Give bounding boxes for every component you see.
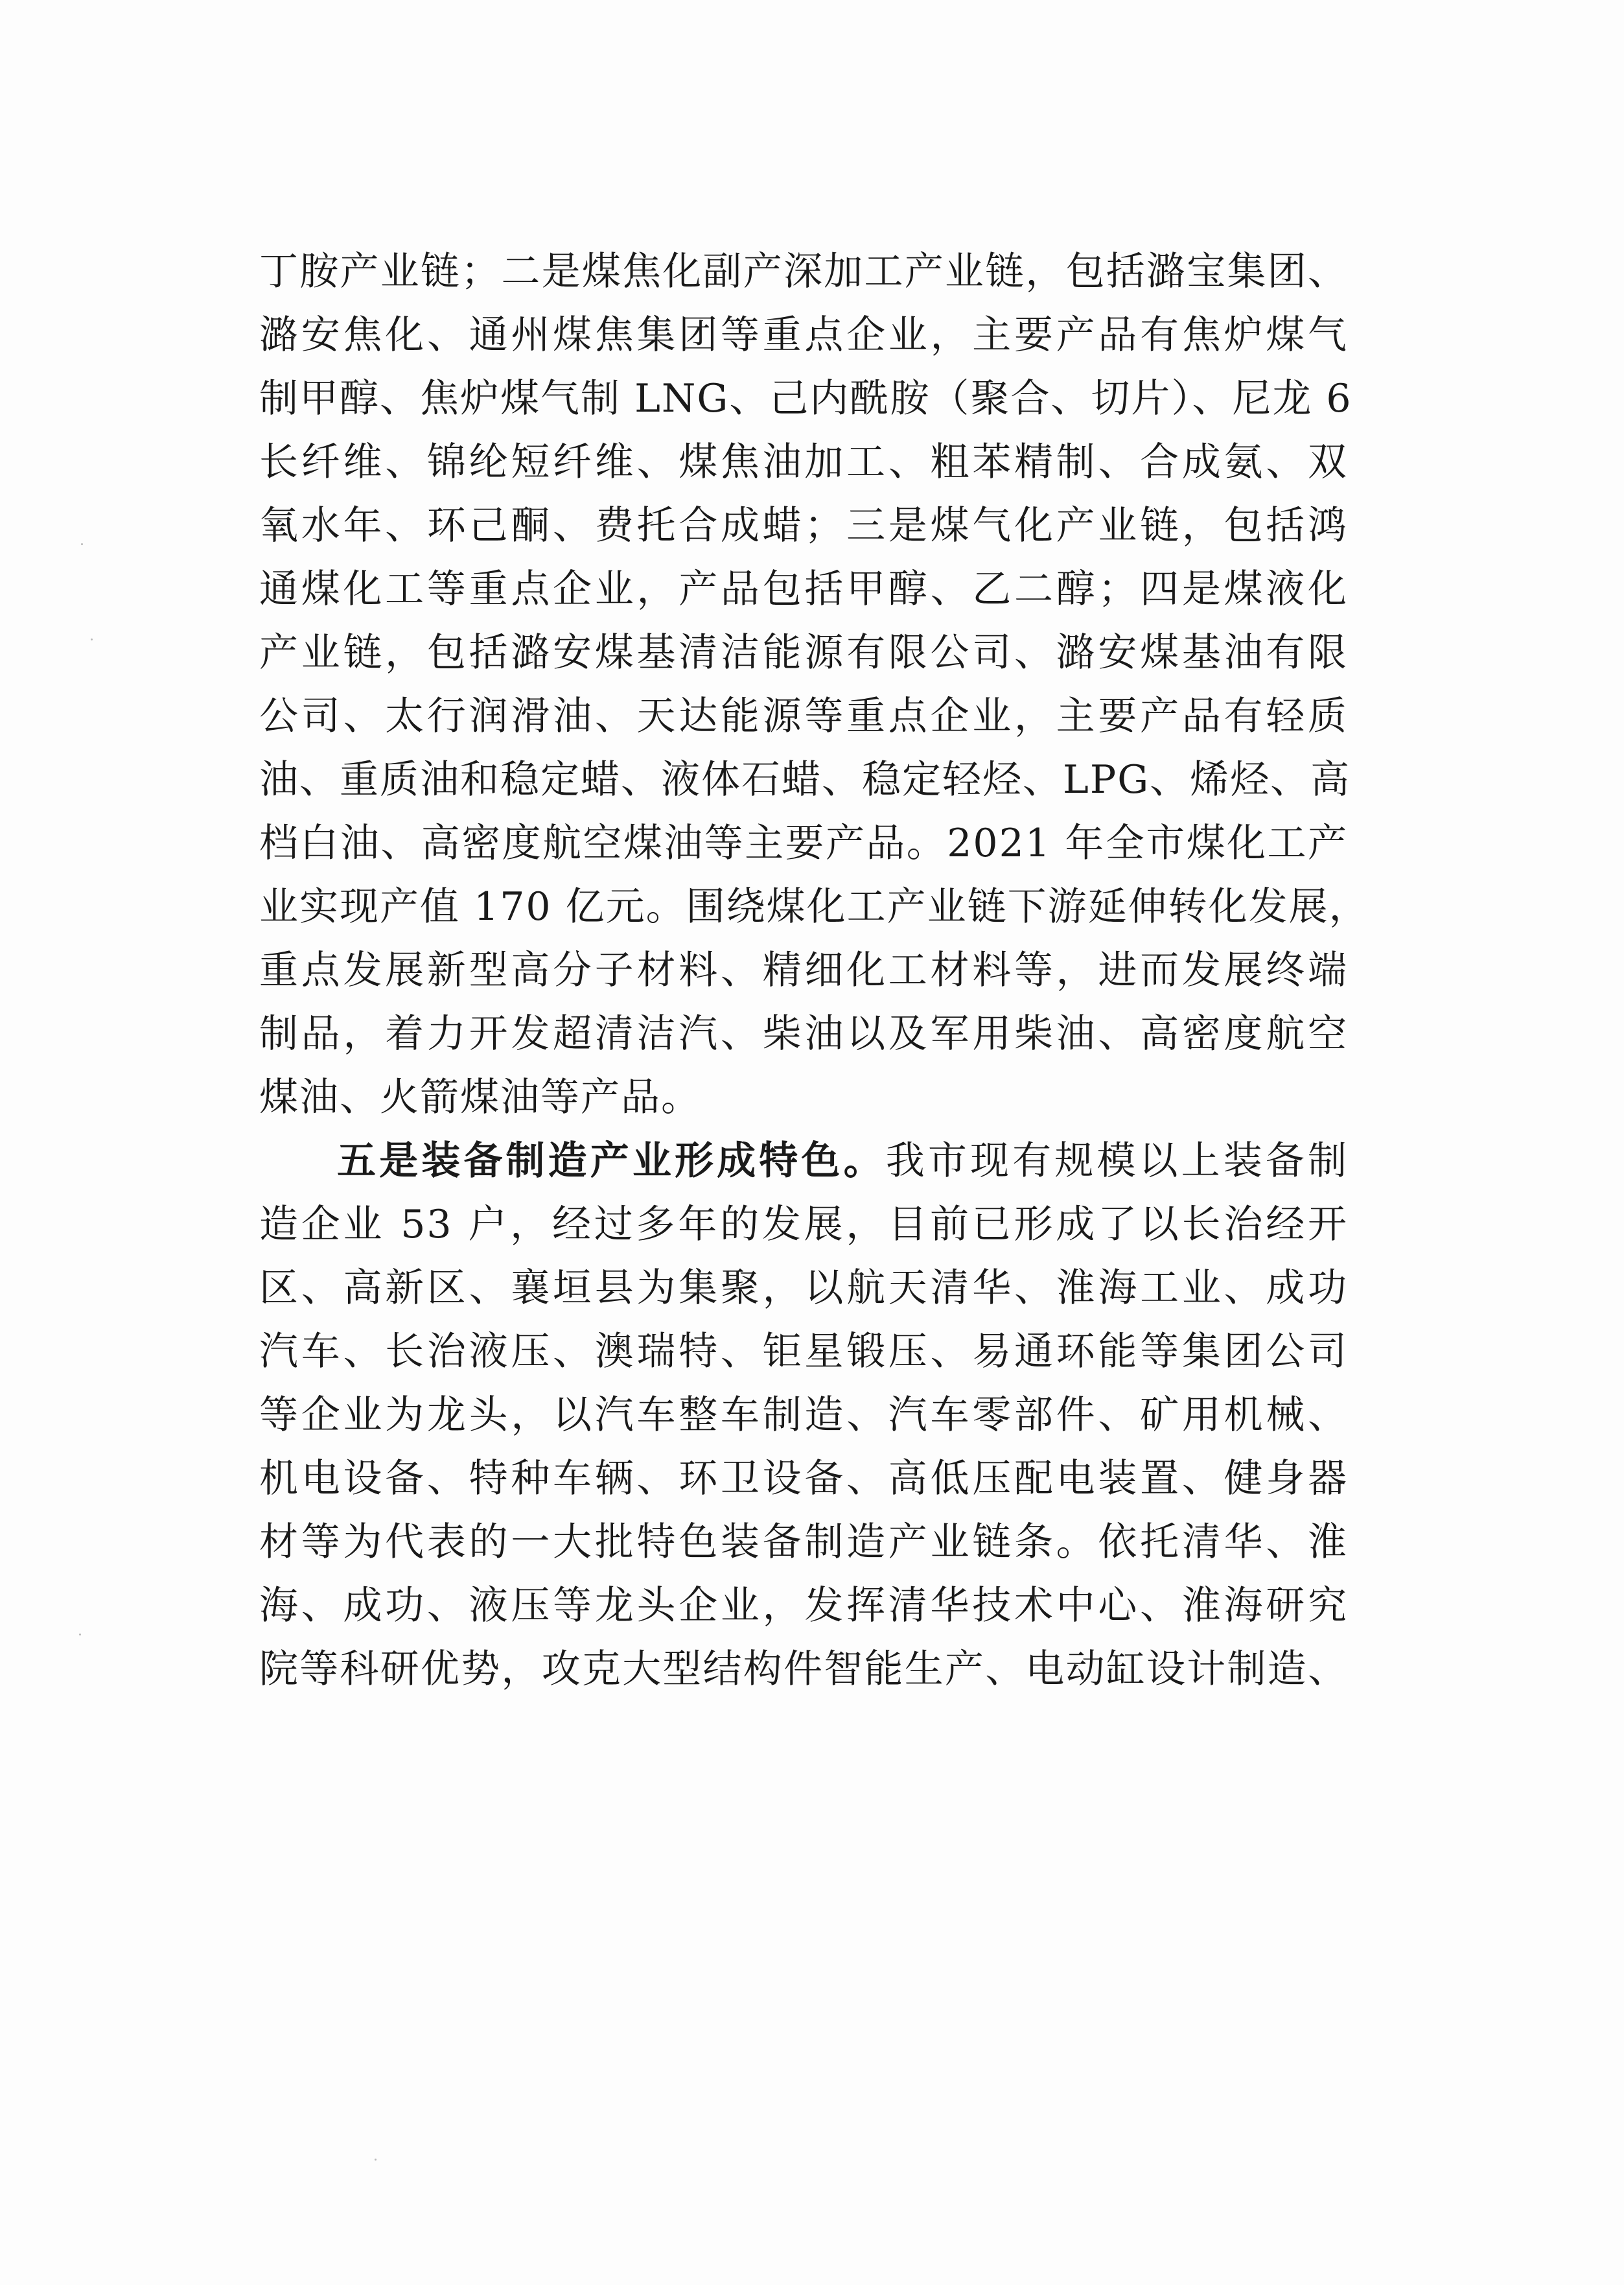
- text-line: 机电设备、特种车辆、环卫设备、高低压配电装置、健身器: [259, 1456, 1348, 1501]
- text-line: 汽车、长治液压、澳瑞特、钜星锻压、易通环能等集团公司: [259, 1329, 1348, 1374]
- text-line: 制甲醇、焦炉煤气制 LNG、己内酰胺（聚合、切片）、尼龙 6: [259, 376, 1352, 421]
- text-line: 区、高新区、襄垣县为集聚，以航天清华、淮海工业、成功: [259, 1265, 1348, 1311]
- scan-speck: [79, 1634, 81, 1635]
- text-line: 通煤化工等重点企业，产品包括甲醇、乙二醇；四是煤液化: [259, 567, 1348, 612]
- text-line-first: [259, 1129, 1348, 1193]
- text-line: 院等科研优势，攻克大型结构件智能生产、电动缸设计制造、: [259, 1646, 1348, 1692]
- paragraph-coal-chemical: [259, 240, 1369, 1129]
- text-line: 海、成功、液压等龙头企业，发挥清华技术中心、淮海研究: [259, 1583, 1348, 1628]
- text-line: 重点发展新型高分子材料、精细化工材料等，进而发展终端: [259, 948, 1348, 993]
- text-line: 潞安焦化、通州煤焦集团等重点企业，主要产品有焦炉煤气: [259, 312, 1348, 358]
- text-line: 档白油、高密度航空煤油等主要产品。2021 年全市煤化工产: [259, 821, 1348, 866]
- text-line: 等企业为龙头，以汽车整车制造、汽车零部件、矿用机械、: [259, 1392, 1348, 1438]
- text-line: 业实现产值 170 亿元。围绕煤化工产业链下游延伸转化发展，: [259, 884, 1369, 930]
- body-text: [259, 240, 1369, 1701]
- text-line: 长纤维、锦纶短纤维、煤焦油加工、粗苯精制、合成氨、双: [259, 439, 1348, 485]
- text-fragment: 我市现有规模以上装备制: [885, 1138, 1349, 1184]
- paragraph-lead-heading: 五是装备制造产业形成特色。: [337, 1138, 886, 1184]
- text-line: 煤油、火箭煤油等产品。: [259, 1075, 701, 1120]
- text-line: 氧水年、环己酮、费托合成蜡；三是煤气化产业链，包括鸿: [259, 503, 1348, 548]
- text-line: 制品，着力开发超清洁汽、柴油以及军用柴油、高密度航空: [259, 1011, 1348, 1057]
- text-line: 材等为代表的一大批特色装备制造产业链条。依托清华、淮: [259, 1519, 1348, 1565]
- text-line: 公司、太行润滑油、天达能源等重点企业，主要产品有轻质: [259, 694, 1348, 739]
- paragraph-equipment-manufacturing: [259, 1129, 1348, 1701]
- text-line: 产业链，包括潞安煤基清洁能源有限公司、潞安煤基油有限: [259, 630, 1348, 675]
- text-line: 造企业 53 户，经过多年的发展，目前已形成了以长治经开: [259, 1202, 1348, 1247]
- scan-speck: [91, 639, 93, 640]
- scan-speck: [375, 2159, 377, 2161]
- scan-speck: [81, 543, 83, 545]
- text-line: 油、重质油和稳定蜡、液体石蜡、稳定轻烃、LPG、烯烃、高: [259, 757, 1351, 803]
- text-line: 丁胺产业链；二是煤焦化副产深加工产业链，包括潞宝集团、: [259, 249, 1348, 294]
